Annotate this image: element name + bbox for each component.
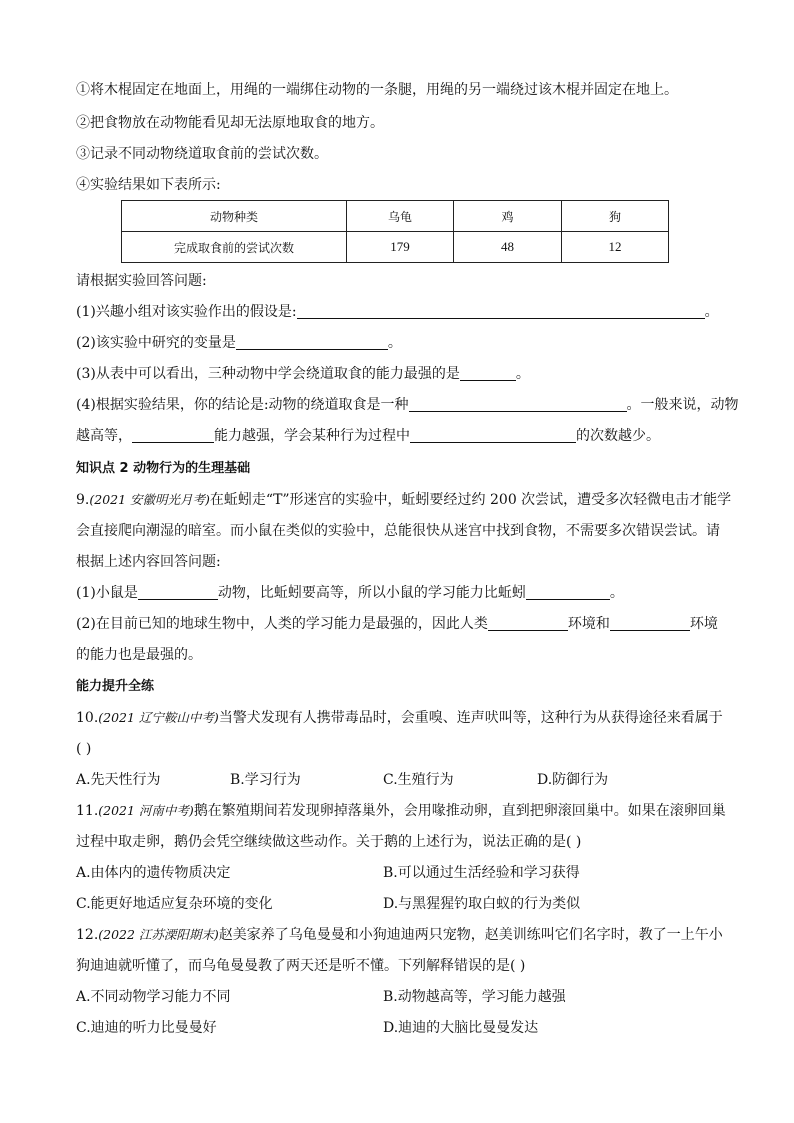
q8-p4-text-b: 。一般来说，动物 [626, 397, 739, 413]
table-cell: 12 [562, 232, 669, 263]
section-title: 能力提升全练 [76, 679, 155, 694]
option-d[interactable]: D.与黑猩猩钓取白蚁的行为类似 [383, 896, 581, 912]
answer-blank[interactable] [297, 304, 705, 319]
question-number: 12. [76, 927, 99, 943]
q9-p2-text-b: 环境和 [567, 616, 610, 632]
table-header-cell: 乌龟 [347, 201, 454, 232]
answer-blank[interactable] [132, 428, 214, 443]
answer-blank[interactable] [460, 366, 516, 381]
q11-line-1 [76, 801, 726, 821]
q9-part-2 [76, 614, 718, 634]
answer-blank[interactable] [138, 585, 218, 600]
question-number: 10. [76, 710, 99, 726]
step-1: ①将木棍固定在地面上，用绳的一端绑住动物的一条腿，用绳的另一端绕过该木棍并固定在地上。 [76, 82, 678, 98]
q9-p1-text-a: (1)小鼠是 [76, 585, 138, 601]
option-d[interactable]: D.迪迪的大脑比曼曼发达 [383, 1020, 539, 1036]
q9-p1-text-c: 。 [609, 585, 624, 601]
q10-line-1 [76, 708, 723, 728]
q8-part-4 [76, 395, 739, 415]
section-title: 知识点 2 动物行为的生理基础 [76, 461, 251, 476]
q12-line-2: 狗迪迪就听懂了，而乌龟曼曼教了两天还是听不懂。下列解释错误的是( ) [76, 958, 526, 974]
q9-p2-text-c: 环境 [689, 616, 718, 632]
q8-p4-text-e: 的次数越少。 [576, 428, 660, 444]
question-number: 9. [76, 492, 90, 508]
q9-line-3: 根据上述内容回答问题: [76, 554, 221, 570]
answer-blank[interactable] [610, 616, 690, 631]
q8-intro: 请根据实验回答问题: [76, 273, 207, 289]
option-d[interactable]: D.防御行为 [537, 772, 609, 788]
table-header-cell: 鸡 [454, 201, 562, 232]
step-2: ②把食物放在动物能看见却无法原地取食的地方。 [76, 115, 384, 131]
option-c[interactable]: C.迪迪的听力比曼曼好 [76, 1020, 217, 1036]
q8-part-3 [76, 364, 530, 384]
option-c[interactable]: C.能更好地适应复杂环境的变化 [76, 896, 273, 912]
answer-blank[interactable] [488, 616, 568, 631]
q9-text-1: 在蚯蚓走“T”形迷宫的实验中，蚯蚓要经过约 200 次尝试，遭受多次轻微电击才能学 [209, 492, 732, 508]
q10-answer-paren: ( ) [76, 741, 92, 757]
question-number: 11. [76, 803, 99, 819]
q9-line-1 [76, 490, 731, 510]
option-a[interactable]: A.不同动物学习能力不同 [76, 989, 231, 1005]
q8-part-1 [76, 302, 719, 322]
q8-p4-text-c: 越高等， [76, 428, 132, 444]
option-a[interactable]: A.先天性行为 [76, 772, 161, 788]
answer-blank[interactable] [526, 585, 610, 600]
q9-p2-text-a: (2)在目前已知的地球生物中，人类的学习能力是最强的，因此人类 [76, 616, 488, 632]
q10-text-1: 当警犬发现有人携带毒品时，会重嗅、连声吠叫等，这种行为从获得途径来看属于 [218, 710, 723, 726]
q9-p1-text-b: 动物，比蚯蚓要高等，所以小鼠的学习能力比蚯蚓 [217, 585, 526, 601]
q8-p3-text: (3)从表中可以看出，三种动物中学会绕道取食的能力最强的是 [76, 366, 460, 382]
q8-p2-text: (2)该实验中研究的变量是 [76, 335, 236, 351]
question-source: (2021 辽宁鞍山中考) [98, 710, 219, 725]
answer-blank[interactable] [409, 397, 627, 412]
q8-p2-end: 。 [387, 335, 402, 351]
q11-line-2: 过程中取走卵，鹅仍会凭空继续做这些动作。关于鹅的上述行为，说法正确的是( ) [76, 834, 582, 850]
question-source: (2022 江苏溧阳期末) [98, 927, 219, 942]
option-b[interactable]: B.学习行为 [230, 772, 301, 788]
question-source: (2021 河南中考) [98, 803, 194, 818]
question-source: (2021 安徽明光月考) [89, 492, 210, 507]
q11-text-1: 鹅在繁殖期间若发现卵掉落巢外，会用喙推动卵，直到把卵滚回巢中。如果在滚卵回巢 [193, 803, 726, 819]
q12-text-1: 赵美家养了乌龟曼曼和小狗迪迪两只宠物，赵美训练叫它们名字时，教了一上午小 [218, 927, 723, 943]
q9-line-2: 会直接爬向潮湿的暗室。而小鼠在类似的实验中，总能很快从迷宫中找到食物，不需要多次错误尝试。请 [76, 523, 720, 539]
option-b[interactable]: B.可以通过生活经验和学习获得 [383, 865, 580, 881]
table-row [122, 201, 669, 232]
q12-line-1 [76, 925, 723, 945]
table-row-label: 完成取食前的尝试次数 [122, 232, 347, 263]
table-header-cell: 动物种类 [122, 201, 347, 232]
q8-part-4-cont [76, 426, 660, 446]
q8-p1-end: 。 [704, 304, 719, 320]
q8-p4-text-d: 能力越强，学会某种行为过程中 [214, 428, 410, 444]
table-cell: 48 [454, 232, 562, 263]
q9-part-2-cont: 的能力也是最强的。 [76, 647, 202, 663]
option-b[interactable]: B.动物越高等，学习能力越强 [383, 989, 566, 1005]
q8-p4-text: (4)根据实验结果，你的结论是:动物的绕道取食是一种 [76, 397, 409, 413]
results-table [121, 200, 669, 263]
q8-p1-text: (1)兴趣小组对该实验作出的假设是: [76, 304, 297, 320]
option-c[interactable]: C.生殖行为 [383, 772, 454, 788]
q9-part-1 [76, 583, 624, 603]
table-row [122, 232, 669, 263]
q8-p3-end: 。 [515, 366, 530, 382]
table-header-cell: 狗 [562, 201, 669, 232]
answer-blank[interactable] [410, 428, 576, 443]
table-cell: 179 [347, 232, 454, 263]
q8-part-2 [76, 333, 402, 353]
option-a[interactable]: A.由体内的遗传物质决定 [76, 865, 231, 881]
answer-blank[interactable] [236, 335, 388, 350]
step-4: ④实验结果如下表所示: [76, 177, 221, 193]
step-3: ③记录不同动物绕道取食前的尝试次数。 [76, 146, 328, 162]
